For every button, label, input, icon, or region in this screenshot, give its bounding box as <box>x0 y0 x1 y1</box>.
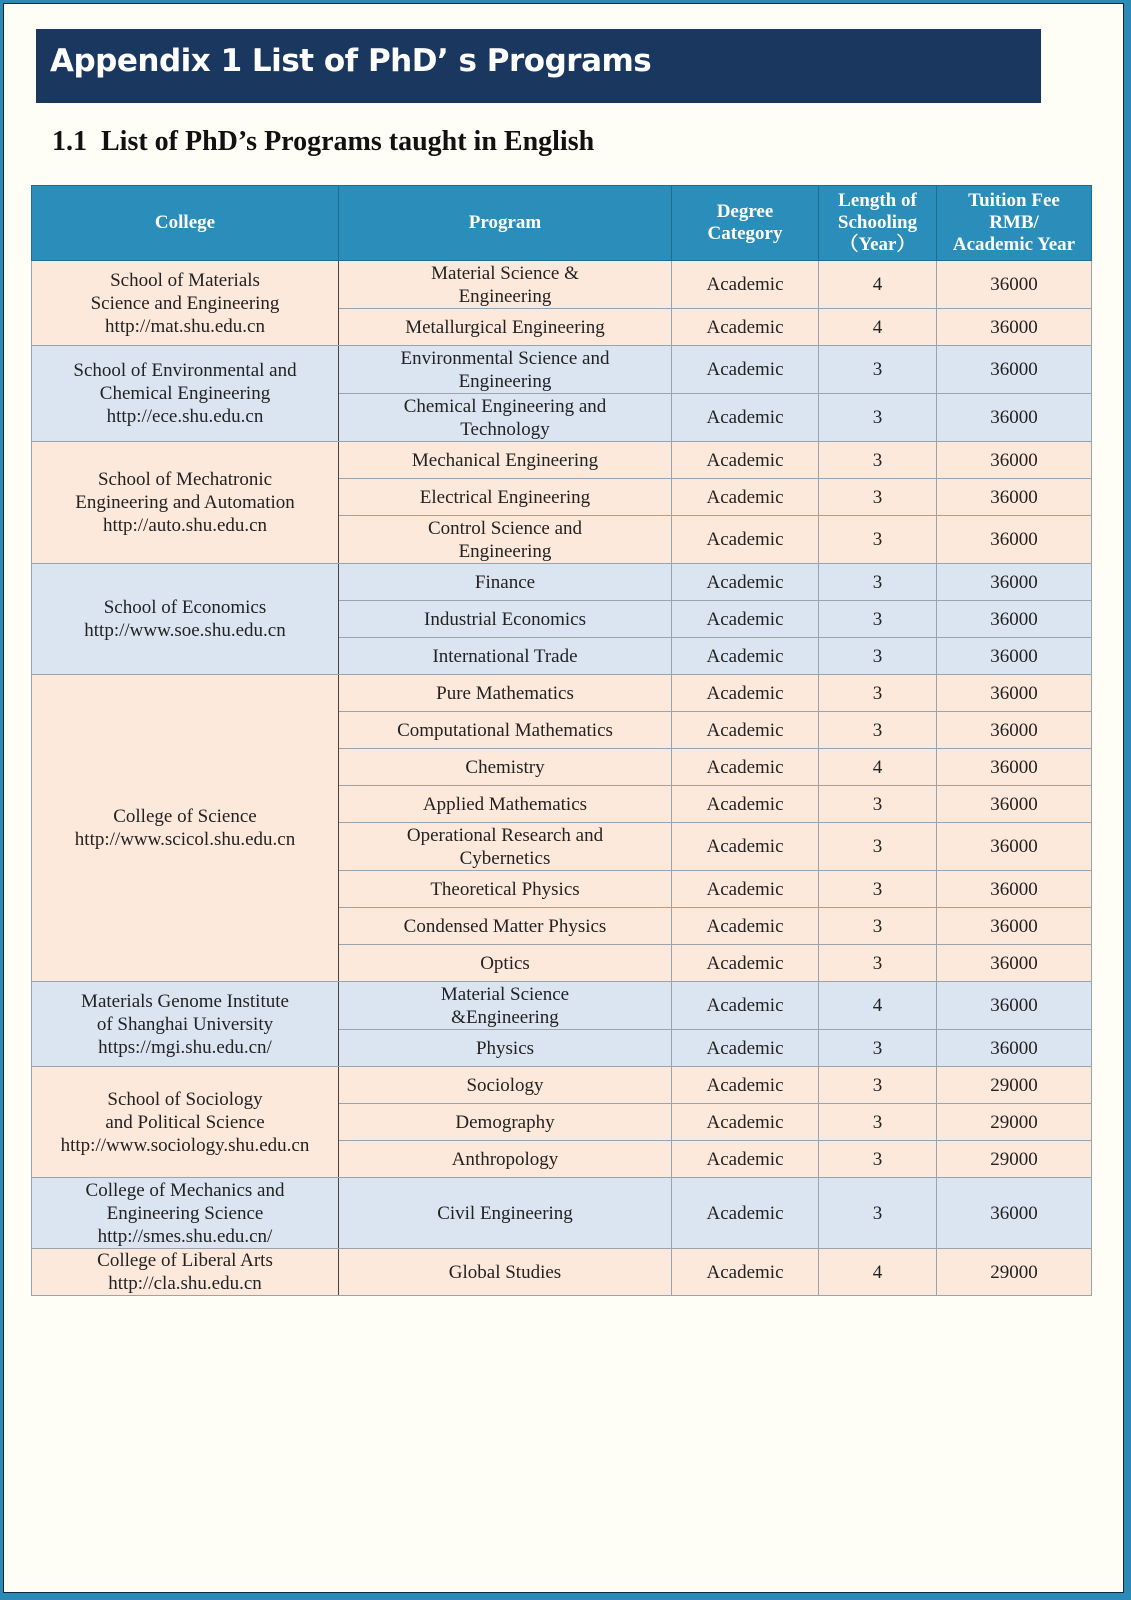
fee-cell: 36000 <box>937 749 1092 786</box>
college-cell: College of Mechanics and Engineering Science http://smes.shu.edu.cn/ <box>32 1178 339 1249</box>
table-row <box>32 1067 1092 1104</box>
length-cell: 3 <box>819 346 937 394</box>
appendix-banner <box>36 29 1041 103</box>
degree-cell: Academic <box>672 749 819 786</box>
program-cell: Material Science &Engineering <box>339 982 672 1030</box>
degree-cell: Academic <box>672 871 819 908</box>
degree-cell: Academic <box>672 479 819 516</box>
table-row <box>32 1249 1092 1296</box>
length-cell: 3 <box>819 908 937 945</box>
length-cell: 3 <box>819 1104 937 1141</box>
degree-cell: Academic <box>672 675 819 712</box>
program-cell: Material Science & Engineering <box>339 261 672 309</box>
program-cell: Computational Mathematics <box>339 712 672 749</box>
fee-cell: 36000 <box>937 1030 1092 1067</box>
fee-cell: 36000 <box>937 479 1092 516</box>
length-cell: 3 <box>819 601 937 638</box>
header-length: Length of Schooling （Year） <box>819 186 937 261</box>
degree-cell: Academic <box>672 982 819 1030</box>
fee-cell: 36000 <box>937 871 1092 908</box>
program-cell: Electrical Engineering <box>339 479 672 516</box>
fee-cell: 36000 <box>937 564 1092 601</box>
program-cell: Operational Research and Cybernetics <box>339 823 672 871</box>
fee-cell: 36000 <box>937 394 1092 442</box>
length-cell: 3 <box>819 638 937 675</box>
length-cell: 3 <box>819 786 937 823</box>
degree-cell: Academic <box>672 261 819 309</box>
degree-cell: Academic <box>672 346 819 394</box>
header-college: College <box>32 186 339 261</box>
length-cell: 4 <box>819 1249 937 1296</box>
fee-cell: 36000 <box>937 786 1092 823</box>
length-cell: 4 <box>819 749 937 786</box>
length-cell: 3 <box>819 564 937 601</box>
header-fee: Tuition Fee RMB/ Academic Year <box>937 186 1092 261</box>
table-header-row <box>32 186 1092 261</box>
length-cell: 3 <box>819 1067 937 1104</box>
length-cell: 4 <box>819 982 937 1030</box>
fee-cell: 36000 <box>937 442 1092 479</box>
degree-cell: Academic <box>672 394 819 442</box>
college-cell: School of Environmental and Chemical Engineering http://ece.shu.edu.cn <box>32 346 339 442</box>
program-cell: Pure Mathematics <box>339 675 672 712</box>
fee-cell: 36000 <box>937 675 1092 712</box>
program-cell: Industrial Economics <box>339 601 672 638</box>
length-cell: 3 <box>819 442 937 479</box>
fee-cell: 36000 <box>937 516 1092 564</box>
fee-cell: 29000 <box>937 1104 1092 1141</box>
length-cell: 3 <box>819 1030 937 1067</box>
program-cell: Global Studies <box>339 1249 672 1296</box>
table-row <box>32 346 1092 394</box>
table-row <box>32 982 1092 1030</box>
length-cell: 4 <box>819 261 937 309</box>
degree-cell: Academic <box>672 564 819 601</box>
college-cell: School of Sociology and Political Science http://www.sociology.shu.edu.cn <box>32 1067 339 1178</box>
program-cell: Optics <box>339 945 672 982</box>
length-cell: 3 <box>819 1178 937 1249</box>
program-cell: Metallurgical Engineering <box>339 309 672 346</box>
program-cell: Applied Mathematics <box>339 786 672 823</box>
table-row <box>32 442 1092 479</box>
table-row <box>32 261 1092 309</box>
length-cell: 3 <box>819 871 937 908</box>
fee-cell: 36000 <box>937 982 1092 1030</box>
degree-cell: Academic <box>672 786 819 823</box>
header-program: Program <box>339 186 672 261</box>
program-cell: International Trade <box>339 638 672 675</box>
college-cell: College of Liberal Arts http://cla.shu.edu.cn <box>32 1249 339 1296</box>
degree-cell: Academic <box>672 1030 819 1067</box>
program-cell: Anthropology <box>339 1141 672 1178</box>
degree-cell: Academic <box>672 712 819 749</box>
fee-cell: 36000 <box>937 908 1092 945</box>
degree-cell: Academic <box>672 638 819 675</box>
program-cell: Environmental Science and Engineering <box>339 346 672 394</box>
program-cell: Theoretical Physics <box>339 871 672 908</box>
degree-cell: Academic <box>672 1067 819 1104</box>
college-cell: Materials Genome Institute of Shanghai University https://mgi.shu.edu.cn/ <box>32 982 339 1067</box>
table-row <box>32 675 1092 712</box>
degree-cell: Academic <box>672 442 819 479</box>
table-row <box>32 564 1092 601</box>
degree-cell: Academic <box>672 1178 819 1249</box>
fee-cell: 36000 <box>937 346 1092 394</box>
length-cell: 3 <box>819 516 937 564</box>
degree-cell: Academic <box>672 1249 819 1296</box>
fee-cell: 29000 <box>937 1141 1092 1178</box>
program-cell: Demography <box>339 1104 672 1141</box>
college-cell: School of Economics http://www.soe.shu.edu.cn <box>32 564 339 675</box>
length-cell: 3 <box>819 479 937 516</box>
fee-cell: 36000 <box>937 261 1092 309</box>
fee-cell: 36000 <box>937 945 1092 982</box>
fee-cell: 36000 <box>937 638 1092 675</box>
program-cell: Mechanical Engineering <box>339 442 672 479</box>
degree-cell: Academic <box>672 309 819 346</box>
appendix-title: Appendix 1 List of PhD’ s Programs <box>50 43 652 79</box>
program-cell: Physics <box>339 1030 672 1067</box>
fee-cell: 36000 <box>937 1178 1092 1249</box>
programs-table <box>31 185 1092 1296</box>
fee-cell: 36000 <box>937 823 1092 871</box>
program-cell: Condensed Matter Physics <box>339 908 672 945</box>
college-cell: School of Mechatronic Engineering and Automation http://auto.shu.edu.cn <box>32 442 339 564</box>
degree-cell: Academic <box>672 1141 819 1178</box>
program-cell: Civil Engineering <box>339 1178 672 1249</box>
degree-cell: Academic <box>672 1104 819 1141</box>
program-cell: Control Science and Engineering <box>339 516 672 564</box>
college-cell: College of Science http://www.scicol.shu.edu.cn <box>32 675 339 982</box>
program-cell: Chemistry <box>339 749 672 786</box>
fee-cell: 36000 <box>937 309 1092 346</box>
header-degree: Degree Category <box>672 186 819 261</box>
length-cell: 3 <box>819 1141 937 1178</box>
length-cell: 4 <box>819 309 937 346</box>
fee-cell: 36000 <box>937 712 1092 749</box>
degree-cell: Academic <box>672 516 819 564</box>
length-cell: 3 <box>819 712 937 749</box>
degree-cell: Academic <box>672 945 819 982</box>
table-body <box>32 261 1092 1296</box>
degree-cell: Academic <box>672 823 819 871</box>
degree-cell: Academic <box>672 908 819 945</box>
program-cell: Sociology <box>339 1067 672 1104</box>
length-cell: 3 <box>819 675 937 712</box>
table-row <box>32 1178 1092 1249</box>
program-cell: Finance <box>339 564 672 601</box>
length-cell: 3 <box>819 823 937 871</box>
degree-cell: Academic <box>672 601 819 638</box>
college-cell: School of Materials Science and Engineering http://mat.shu.edu.cn <box>32 261 339 346</box>
fee-cell: 36000 <box>937 601 1092 638</box>
length-cell: 3 <box>819 945 937 982</box>
length-cell: 3 <box>819 394 937 442</box>
program-cell: Chemical Engineering and Technology <box>339 394 672 442</box>
fee-cell: 29000 <box>937 1067 1092 1104</box>
fee-cell: 29000 <box>937 1249 1092 1296</box>
section-title: 1.1 List of PhD’s Programs taught in English <box>52 126 595 157</box>
